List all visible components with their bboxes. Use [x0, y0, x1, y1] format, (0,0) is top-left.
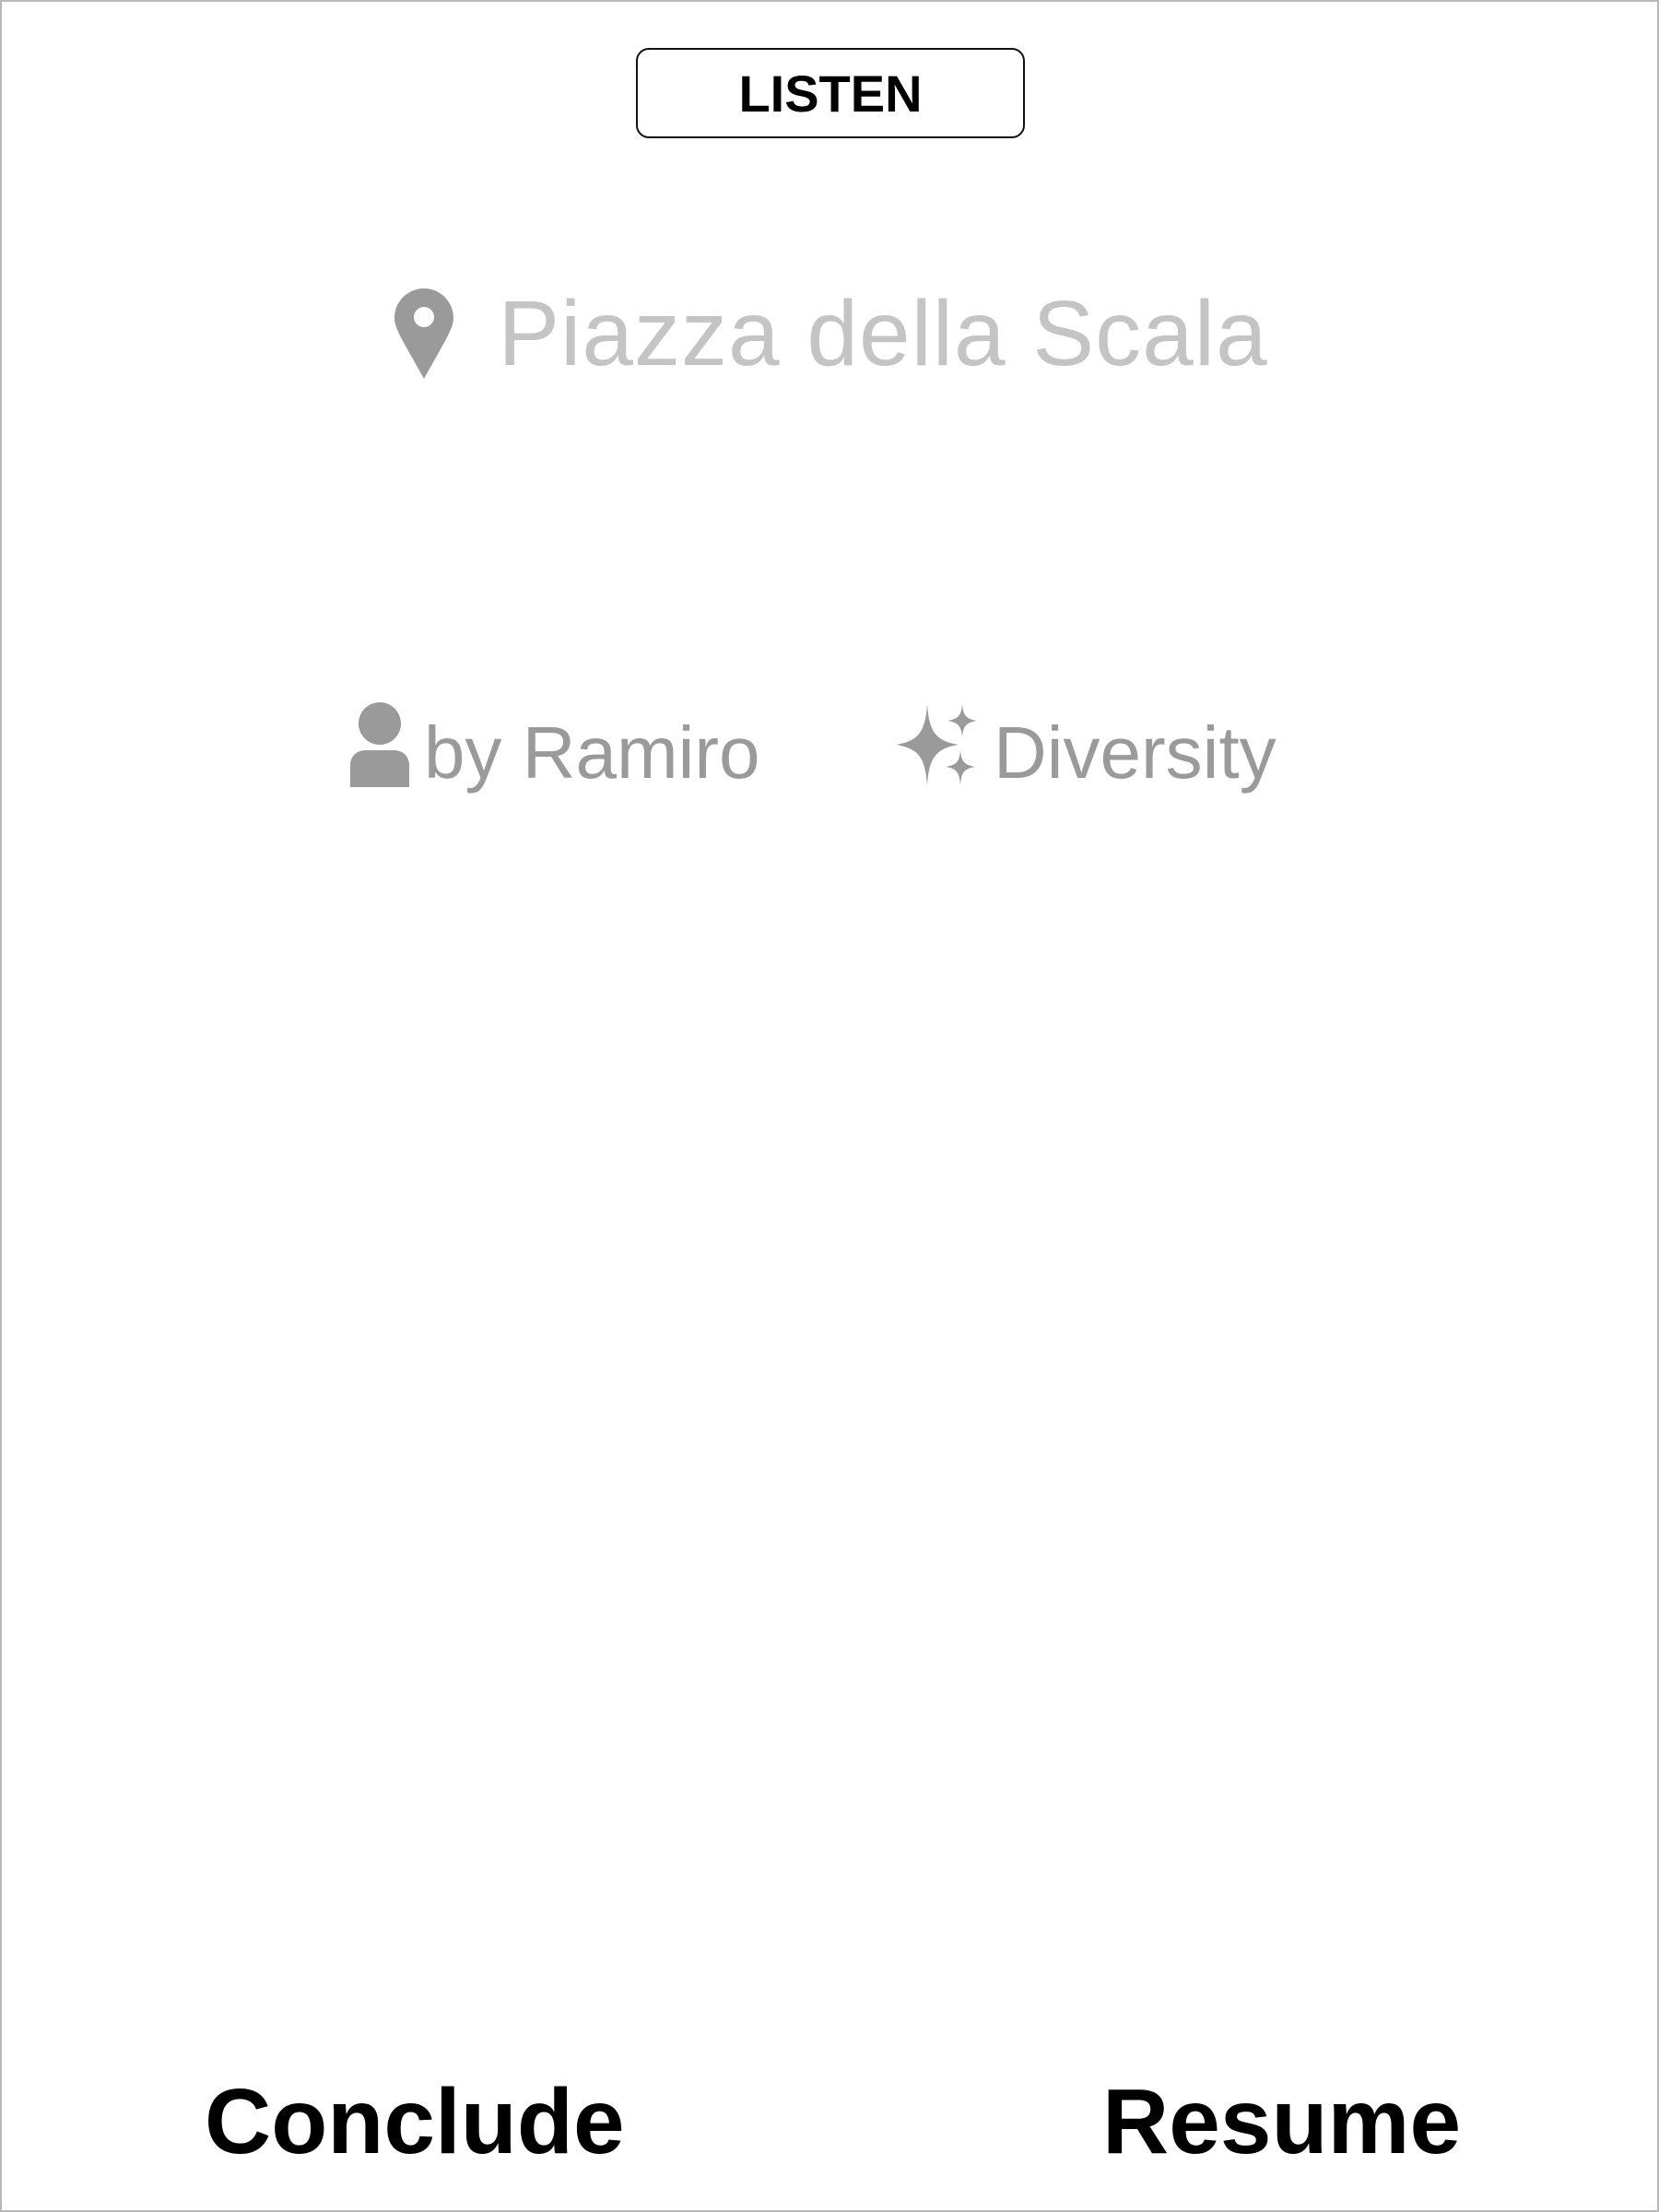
listen-button[interactable]: LISTEN [636, 48, 1025, 138]
sparkles-icon [894, 702, 979, 805]
conclude-button[interactable]: Conclude [205, 2069, 625, 2173]
resume-button[interactable]: Resume [1102, 2069, 1462, 2173]
location-name: Piazza della Scala [498, 281, 1268, 385]
map-pin-icon [394, 288, 453, 379]
author-label: by Ramiro [424, 712, 760, 794]
author-row [350, 702, 760, 804]
theme-label: Diversity [994, 712, 1277, 794]
location-row [2, 278, 1659, 389]
theme-row [894, 702, 1277, 804]
person-icon [350, 702, 409, 805]
